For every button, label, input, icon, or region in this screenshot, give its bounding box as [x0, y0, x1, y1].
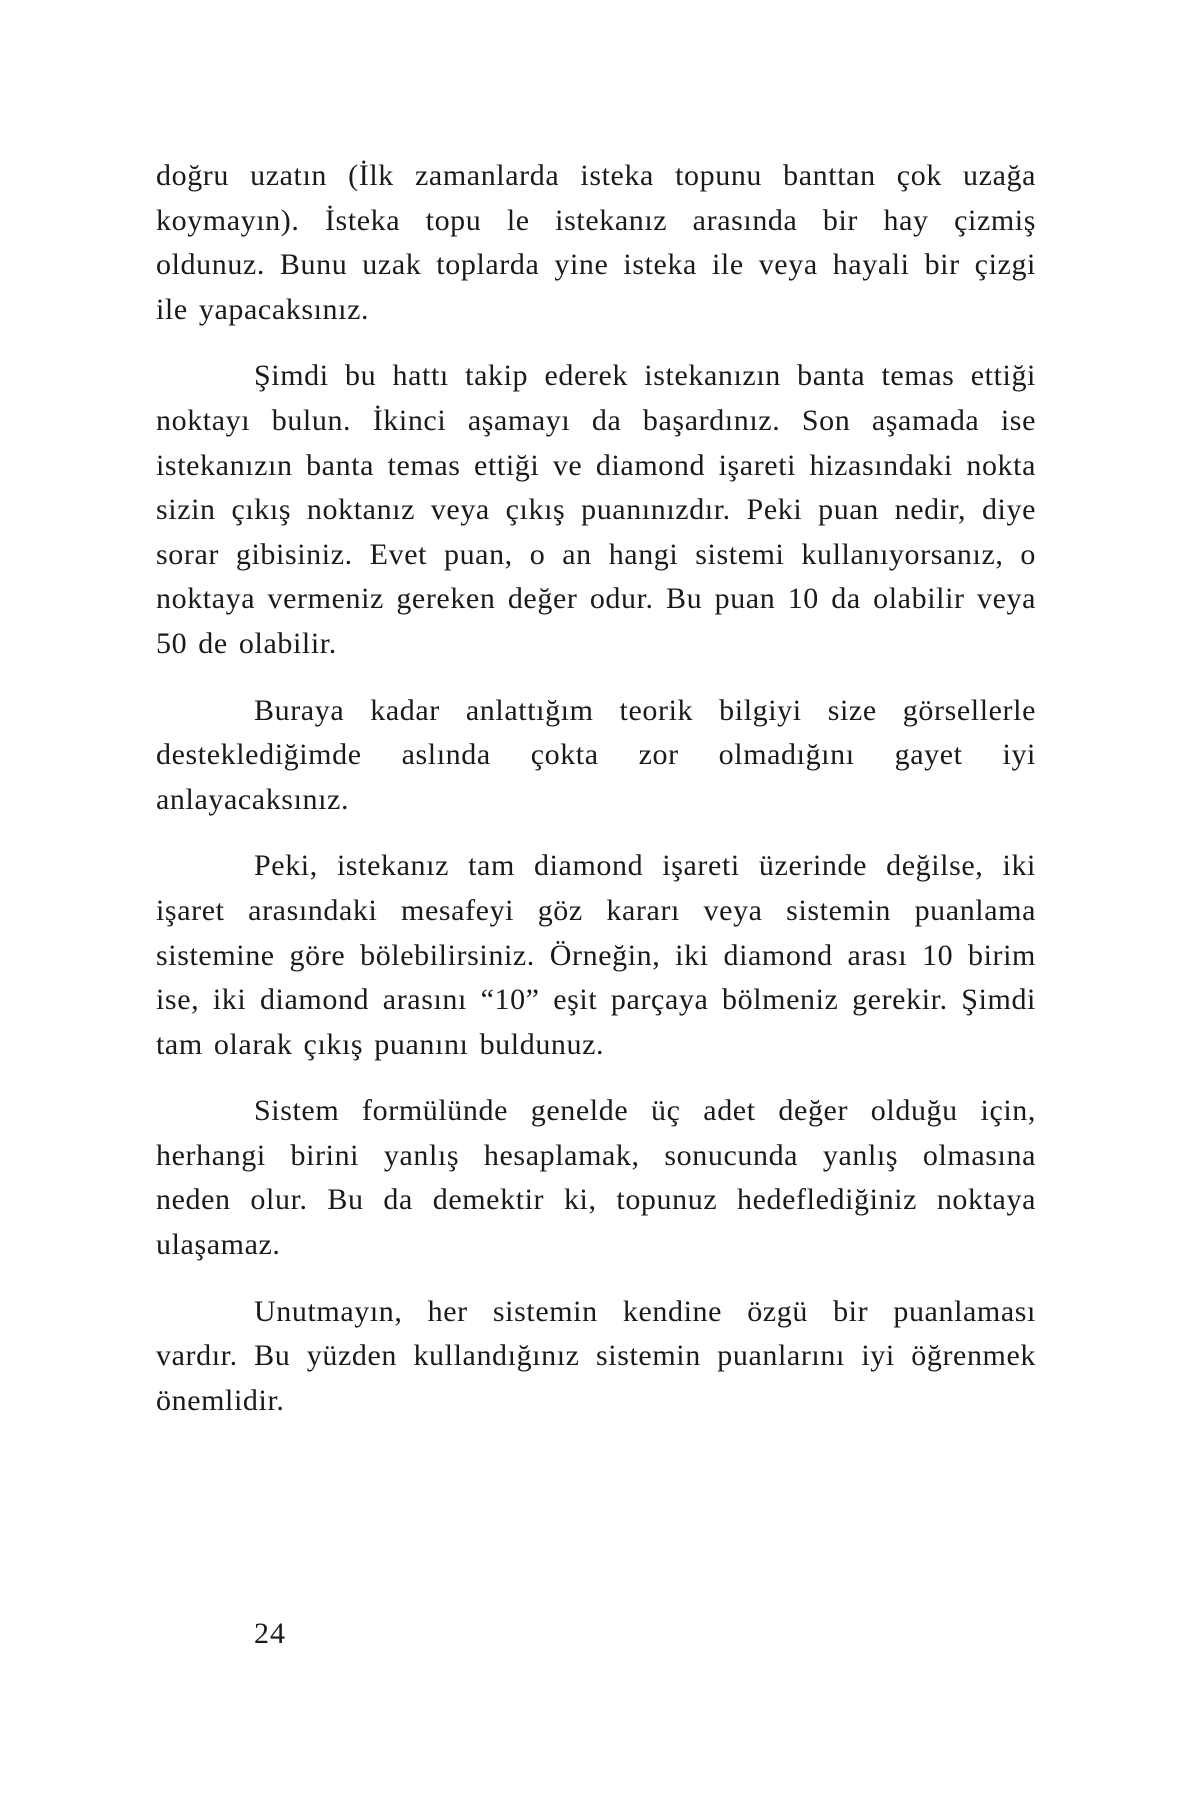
paragraph-4: Peki, istekanız tam diamond işareti üzerinde değilse, iki işaret arasındaki mesafeyi göz kararı veya sistemin puanlama sistemine göre bölebilirsiniz. Örneğin, iki diamond arası 10 birim ise, iki diamond arasını “10” eşit parçaya bölmeniz gerekir. Şimdi tam olarak çıkış puanını buldunuz.	[156, 849, 1036, 1061]
paragraph-1: doğru uzatın (İlk zamanlarda isteka topunu banttan çok uzağa koymayın). İsteka topu le istekanız arasında bir hay çizmiş oldunuz. Bunu uzak toplarda yine isteka ile veya hayali bir çizgi ile yapacaksınız.	[156, 159, 1036, 326]
paragraph-2: Şimdi bu hattı takip ederek istekanızın banta temas ettiği noktayı bulun. İkinci aşamayı da başardınız. Son aşamada ise istekanızın banta temas ettiği ve diamond işareti hizasındaki nokta sizin çıkış noktanız veya çıkış puanınızdır. Peki puan nedir, diye sorar gibisiniz. Evet puan, o an hangi sistemi kullanıyorsanız, o noktaya vermeniz gereken değer odur. Bu puan 10 da olabilir veya 50 de olabilir.	[156, 359, 1036, 660]
body-text	[156, 154, 1036, 1445]
paragraph-6: Unutmayın, her sistemin kendine özgü bir puanlaması vardır. Bu yüzden kullandığınız sistemin puanlarını iyi öğrenmek önemlidir.	[156, 1294, 1036, 1417]
paragraph-3: Buraya kadar anlattığım teorik bilgiyi size görsellerle desteklediğimde aslında çokta zor olmadığını gayet iyi anlayacaksınız.	[156, 693, 1036, 816]
paragraph-5: Sistem formülünde genelde üç adet değer olduğu için, herhangi birini yanlış hesaplamak, sonucunda yanlış olmasına neden olur. Bu da demektir ki, topunuz hedeflediğiniz noktaya ulaşamaz.	[156, 1094, 1036, 1262]
page-number: 24	[254, 1617, 286, 1650]
